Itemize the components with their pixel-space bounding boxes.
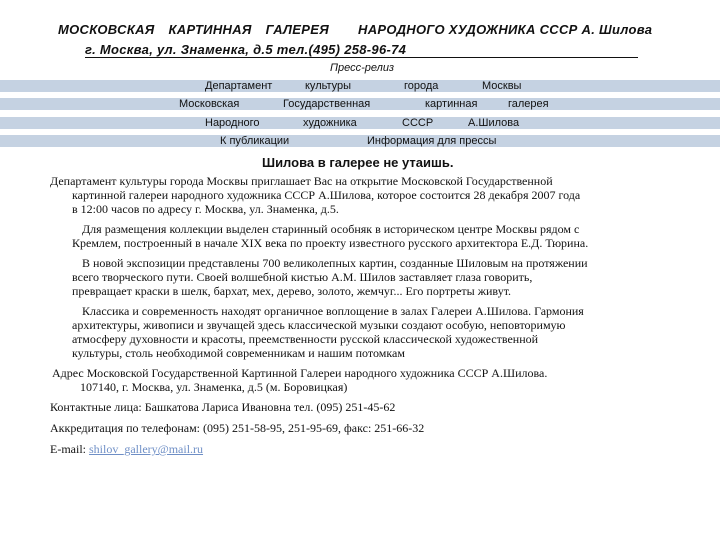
email-link[interactable]: shilov_gallery@mail.ru [89, 442, 204, 456]
press-row-2-w4: галерея [508, 98, 549, 110]
paragraph-building-line: Кремлем, построенный в начале XIX века по проекту известного русского архитектора Е.Д. Тюрина. [72, 236, 589, 250]
press-row-1-w2: культуры [305, 80, 352, 92]
gallery-address-phone: г. Москва, ул. Знаменка, д.5 тел.(495) 258-96-74 [85, 42, 638, 58]
highlight-band [0, 117, 720, 129]
paragraph-invitation-line: картинной галереи народного художника СССР А.Шилова, которое состоится 28 декабря 2007 года [72, 188, 581, 202]
gallery-header-left: МОСКОВСКАЯ КАРТИННАЯ ГАЛЕРЕЯ [58, 22, 329, 37]
press-row-2-w3: картинная [425, 98, 478, 110]
press-release-label: Пресс-релиз [330, 62, 395, 74]
contact-persons: Контактные лица: Башкатова Лариса Ивановна тел. (095) 251-45-62 [50, 400, 396, 414]
press-row-3-w4: А.Шилова [468, 117, 520, 129]
press-release-title: Шилова в галерее не утаишь. [262, 155, 454, 170]
press-row-2-w1: Московская [179, 98, 240, 110]
gallery-header-right: НАРОДНОГО ХУДОЖНИКА СССР А. Шилова [358, 22, 653, 37]
press-row-1-w4: Москвы [482, 80, 522, 92]
accreditation-phones: Аккредитация по телефонам: (095) 251-58-95, 251-95-69, факс: 251-66-32 [50, 421, 425, 435]
press-row-3-w2: художника [303, 117, 357, 129]
paragraph-classics-line: атмосферу духовности и красоты, преемственности русской классической художественной [72, 332, 539, 346]
press-row-1-w1: Департамент [205, 80, 273, 92]
press-row-4-w2: Информация для прессы [367, 135, 497, 147]
paragraph-building-line: Для размещения коллекции выделен старинный особняк в историческом центре Москвы рядом с [82, 222, 580, 236]
press-row-2-w2: Государственная [283, 98, 371, 110]
highlight-band [0, 80, 720, 92]
paragraph-classics-line: культуры, столь необходимой современникам и нашим потомкам [72, 346, 405, 360]
press-row-1-w3: города [404, 80, 439, 92]
email-line [50, 442, 203, 456]
press-row-3-w1: Народного [205, 117, 260, 129]
gallery-full-address-line: Адрес Московской Государственной Картинной Галереи народного художника СССР А.Шилова. [52, 366, 548, 380]
press-row-4-w1: К публикации [220, 135, 290, 147]
paragraph-classics-line: архитектуры, живописи и звучащей здесь классической музыки создают особую, неповторимую [72, 318, 566, 332]
paragraph-exposition-line: В новой экспозиции представлены 700 великолепных картин, созданные Шиловым на протяжении [82, 256, 588, 270]
press-row-3-w3: СССР [402, 117, 434, 129]
paragraph-exposition-line: превращает краски в шелк, бархат, мех, дерево, золото, жемчуг... Его портреты живут. [72, 284, 512, 298]
paragraph-classics-line: Классика и современность находят органичное воплощение в залах Галереи А.Шилова. Гармония [82, 304, 584, 318]
highlight-band [0, 135, 720, 147]
email-label: E-mail: [50, 442, 89, 456]
gallery-full-address-line: 107140, г. Москва, ул. Знаменка, д.5 (м. Боровицкая) [80, 380, 348, 394]
paragraph-invitation-line: Департамент культуры города Москвы приглашает Вас на открытие Московской Государственной [50, 174, 553, 188]
paragraph-invitation-line: в 12:00 часов по адресу г. Москва, ул. Знаменка, д.5. [72, 202, 339, 216]
paragraph-exposition-line: всего творческого пути. Своей волшебной кистью А.М. Шилов заставляет глаза говорить, [72, 270, 533, 284]
